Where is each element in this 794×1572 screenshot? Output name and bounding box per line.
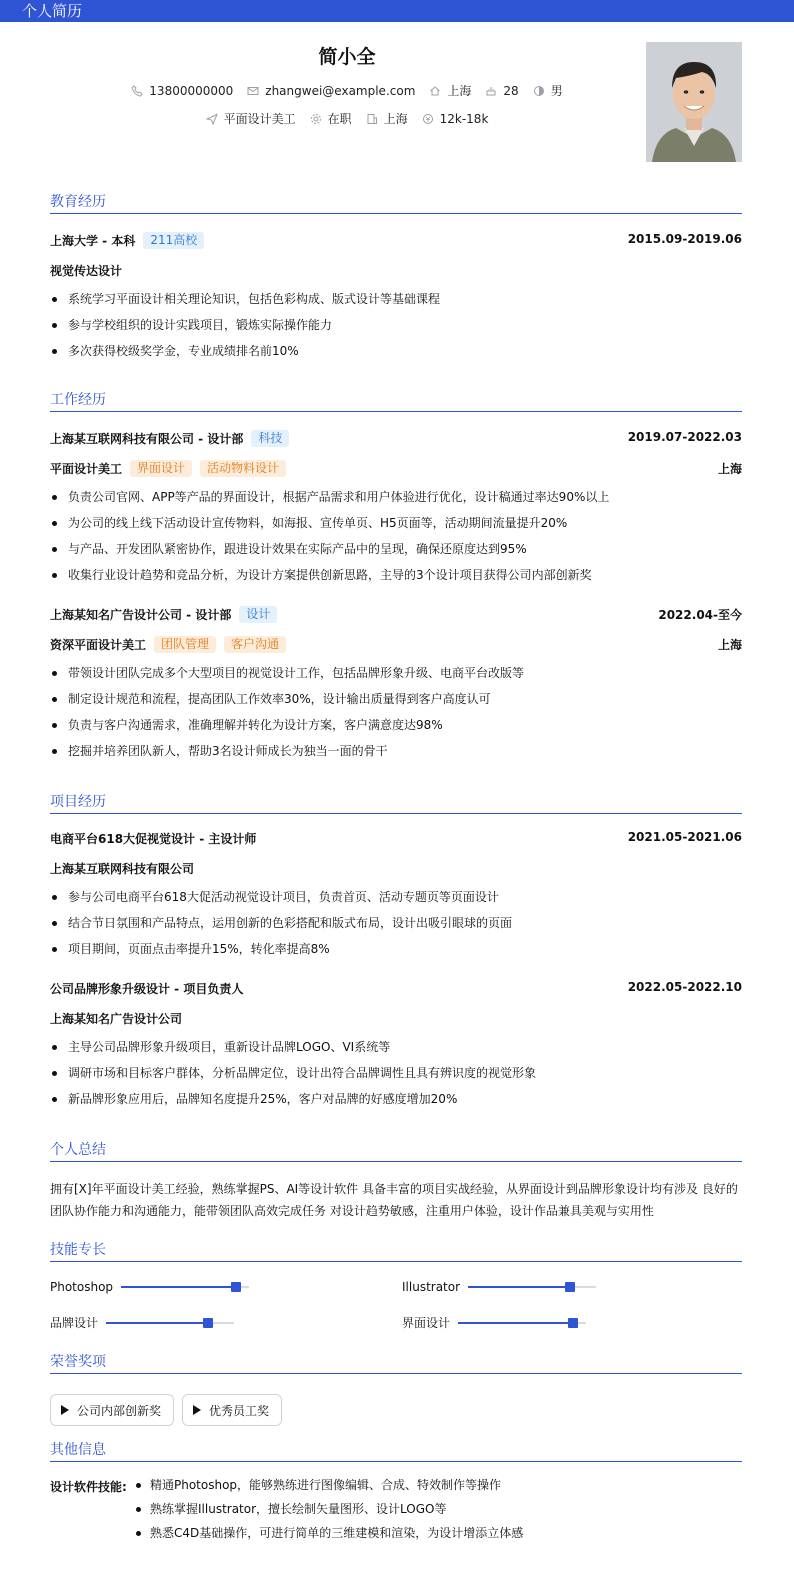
role-tag: 界面设计 — [130, 460, 192, 477]
role-tag: 客户沟通 — [224, 636, 286, 653]
work-role-row — [50, 636, 742, 653]
skill-bar-fill — [121, 1286, 236, 1288]
project-name: 公司品牌形象升级设计 - 项目负责人 — [50, 982, 244, 996]
skill-bar — [468, 1286, 596, 1288]
phone-item — [131, 84, 233, 98]
project-date: 2021.05-2021.06 — [627, 830, 742, 844]
other-list — [134, 1476, 734, 1548]
skill-bar — [458, 1322, 586, 1324]
project-header-row — [50, 830, 742, 847]
resume-topbar — [0, 0, 794, 22]
list-item: 精通Photoshop，能够熟练进行图像编辑、合成、特效制作等操作 — [134, 1476, 734, 1500]
list-item: 收集行业设计趋势和竞品分析，为设计方案提供创新思路，主导的3个设计项目获得公司内部创新奖 — [50, 566, 742, 592]
summary-text: 拥有[X]年平面设计美工经验，熟练掌握PS、AI等设计软件 具备丰富的项目实战经验，从界面设计到品牌形象设计均有涉及 良好的团队协作能力和沟通能力，能带领团队高效完成任务 对设计趋势敏感，注重用户体验，设计作品兼具美观与实用性 — [50, 1182, 738, 1218]
job-intent-row — [50, 110, 644, 127]
list-item: 负责与客户沟通需求，准确理解并转化为设计方案，客户满意度达98% — [50, 716, 742, 742]
project-company-row — [50, 1010, 742, 1027]
skill-bar-knob — [565, 1282, 575, 1292]
project-name: 电商平台618大促视觉设计 - 主设计师 — [50, 832, 257, 846]
skill-item — [50, 1280, 249, 1294]
gear-icon — [310, 113, 322, 125]
education-bullets — [50, 290, 742, 368]
list-item: 调研市场和目标客户群体，分析品牌定位，设计出符合品牌调性且具有辨识度的视觉形象 — [50, 1064, 742, 1090]
projects-section — [50, 792, 742, 1122]
skill-name: Photoshop — [50, 1280, 114, 1294]
age-text: 28 — [503, 83, 519, 98]
skill-bar-knob — [231, 1282, 241, 1292]
status-text: 在职 — [327, 112, 352, 126]
skill-bar-fill — [468, 1286, 570, 1288]
education-header-row — [50, 232, 742, 249]
honors-section — [50, 1352, 742, 1432]
skill-bar — [106, 1322, 234, 1324]
list-item: 多次获得校级奖学金，专业成绩排名前10% — [50, 342, 742, 368]
project-bullets — [50, 1038, 742, 1116]
project-company: 上海某互联网科技有限公司 — [50, 862, 195, 876]
award-chip[interactable] — [182, 1394, 282, 1426]
profile-header — [50, 40, 742, 170]
company-name: 上海某知名广告设计公司 - 设计部 — [50, 608, 232, 622]
project-bullets — [50, 888, 742, 966]
school-name: 上海大学 - 本科 — [50, 234, 136, 248]
work-header-row — [50, 606, 742, 623]
summary-title: 个人总结 — [50, 1140, 742, 1162]
projects-title: 项目经历 — [50, 792, 742, 814]
list-item: 项目期间，页面点击率提升15%，转化率提高8% — [50, 940, 742, 966]
list-item: 参与公司电商平台618大促活动视觉设计项目，负责首页、活动专题页等页面设计 — [50, 888, 742, 914]
other-label: 设计软件技能: — [50, 1480, 127, 1494]
company-tag: 设计 — [239, 606, 277, 623]
education-date: 2015.09-2019.06 — [627, 232, 742, 246]
play-icon — [193, 1405, 201, 1415]
work-role-row — [50, 460, 742, 477]
list-item: 熟悉C4D基础操作，可进行简单的三维建模和渲染，为设计增添立体感 — [134, 1524, 734, 1548]
profile-photo — [646, 42, 742, 162]
skill-bar-fill — [106, 1322, 208, 1324]
skill-bar-fill — [458, 1322, 573, 1324]
target-city-text: 上海 — [383, 112, 408, 126]
list-item: 负责公司官网、APP等产品的界面设计，根据产品需求和用户体验进行优化，设计稿通过率达90%以上 — [50, 488, 742, 514]
salary-text: 12k-18k — [439, 111, 489, 126]
company-tag: 科技 — [251, 430, 289, 447]
work-date: 2019.07-2022.03 — [627, 430, 742, 444]
age-item — [485, 84, 518, 98]
company-name: 上海某互联网科技有限公司 - 设计部 — [50, 432, 244, 446]
gender-icon — [533, 85, 545, 97]
list-item: 参与学校组织的设计实践项目，锻炼实际操作能力 — [50, 316, 742, 342]
play-icon — [61, 1405, 69, 1415]
skills-section — [50, 1240, 742, 1340]
list-item: 带领设计团队完成多个大型项目的视觉设计工作，包括品牌形象升级、电商平台改版等 — [50, 664, 742, 690]
skill-name: 界面设计 — [402, 1316, 451, 1330]
list-item: 系统学习平面设计相关理论知识，包括色彩构成、版式设计等基础课程 — [50, 290, 742, 316]
skill-bar — [121, 1286, 249, 1288]
city-item — [429, 82, 471, 99]
skill-item — [50, 1314, 234, 1331]
other-section — [50, 1440, 742, 1570]
candidate-name: 简小全 — [318, 46, 376, 68]
list-item: 挖掘并培养团队新人，帮助3名设计师成长为独当一面的骨干 — [50, 742, 742, 768]
list-item: 为公司的线上线下活动设计宣传物料，如海报、宣传单页、H5页面等，活动期间流量提升20% — [50, 514, 742, 540]
other-title: 其他信息 — [50, 1440, 742, 1462]
city-text: 上海 — [447, 84, 472, 98]
skill-bar-knob — [568, 1318, 578, 1328]
list-item: 制定设计规范和流程，提高团队工作效率30%，设计输出质量得到客户高度认可 — [50, 690, 742, 716]
skills-title: 技能专长 — [50, 1240, 742, 1262]
role-name: 平面设计美工 — [50, 462, 123, 476]
home-icon — [429, 85, 441, 97]
award-label: 公司内部创新奖 — [77, 1403, 162, 1418]
email-text: zhangwei@example.com — [265, 83, 416, 98]
skill-name: Illustrator — [402, 1280, 461, 1294]
major-name: 视觉传达设计 — [50, 264, 123, 278]
work-title: 工作经历 — [50, 390, 742, 412]
skill-name: 品牌设计 — [50, 1316, 99, 1330]
role-tag: 活动物料设计 — [200, 460, 286, 477]
position-item — [206, 110, 296, 127]
list-item: 与产品、开发团队紧密协作，跟进设计效果在实际产品中的呈现，确保还原度达到95% — [50, 540, 742, 566]
skill-item — [402, 1280, 596, 1294]
send-icon — [206, 113, 218, 125]
building-icon — [366, 113, 378, 125]
cake-icon — [485, 85, 497, 97]
project-date: 2022.05-2022.10 — [627, 980, 742, 994]
contact-row — [50, 82, 644, 99]
skill-item — [402, 1314, 586, 1331]
role-name: 资深平面设计美工 — [50, 638, 147, 652]
project-company-row — [50, 860, 742, 877]
gender-item — [533, 82, 563, 99]
skill-bar-knob — [203, 1318, 213, 1328]
work-bullets — [50, 664, 742, 768]
project-header-row — [50, 980, 742, 997]
role-tag: 团队管理 — [154, 636, 216, 653]
gender-text: 男 — [550, 84, 563, 98]
mail-icon — [247, 85, 259, 97]
phone-icon — [131, 85, 143, 97]
status-item — [310, 110, 352, 127]
list-item: 新品牌形象应用后，品牌知名度提升25%，客户对品牌的好感度增加20% — [50, 1090, 742, 1116]
email-item — [247, 84, 415, 98]
money-icon — [422, 113, 434, 125]
list-item: 熟练掌握Illustrator，擅长绘制矢量图形、设计LOGO等 — [134, 1500, 734, 1524]
work-section — [50, 390, 742, 770]
work-bullets — [50, 488, 742, 592]
work-date: 2022.04-至今 — [658, 608, 742, 622]
topbar-title: 个人简历 — [22, 2, 83, 20]
education-section — [50, 192, 742, 372]
work-location: 上海 — [717, 462, 742, 476]
education-major-row — [50, 262, 742, 279]
list-item: 主导公司品牌形象升级项目，重新设计品牌LOGO、VI系统等 — [50, 1038, 742, 1064]
award-chip[interactable] — [50, 1394, 174, 1426]
position-text: 平面设计美工 — [223, 112, 296, 126]
work-location: 上海 — [717, 638, 742, 652]
summary-section — [50, 1140, 742, 1230]
award-label: 优秀员工奖 — [209, 1403, 270, 1418]
project-company: 上海某知名广告设计公司 — [50, 1012, 183, 1026]
target-city-item — [366, 110, 408, 127]
work-header-row — [50, 430, 742, 447]
honors-title: 荣誉奖项 — [50, 1352, 742, 1374]
avatar-illustration — [646, 42, 742, 162]
list-item: 结合节日氛围和产品特点，运用创新的色彩搭配和版式布局，设计出吸引眼球的页面 — [50, 914, 742, 940]
salary-item — [422, 112, 489, 126]
education-title: 教育经历 — [50, 192, 742, 214]
school-tag: 211高校 — [143, 232, 204, 249]
phone-text: 13800000000 — [149, 83, 234, 98]
